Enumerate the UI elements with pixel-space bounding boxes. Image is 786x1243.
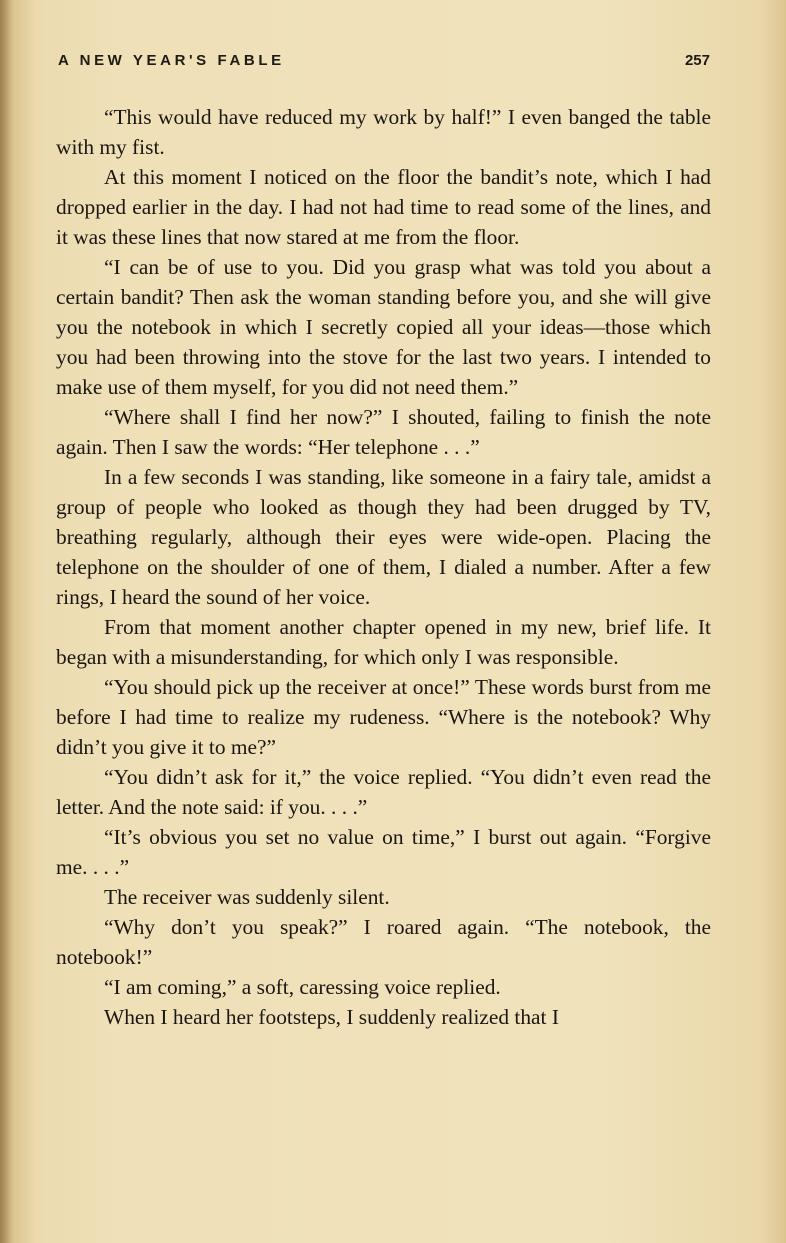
paragraph: “It’s obvious you set no value on time,” I burst out again. “Forgive me. . . .” (56, 825, 711, 879)
paragraph: From that moment another chapter opened in my new, brief life. It began with a misunderstanding, for which only I was responsible. (56, 615, 711, 669)
paragraph: “This would have reduced my work by half!” I even banged the table with my fist. (56, 105, 711, 159)
running-head: A NEW YEAR'S FABLE (58, 52, 285, 69)
page-number: 257 (684, 52, 710, 69)
paragraph: In a few seconds I was standing, like someone in a fairy tale, amidst a group of people who looked as though they had been drugged by TV, breathing regularly, although their eyes were wide-open. Placing the telephone on the shoulder of one of them, I dialed a number. After a few rings, I heard the sound of her voice. (56, 465, 711, 609)
page-header (58, 52, 710, 76)
paragraph: “I can be of use to you. Did you grasp what was told you about a certain bandit? Then ask the woman standing before you, and she will give you the notebook in which I secretly copied all your ideas—those which you had been throwing into the stove for the last two years. I intended to make use of them myself, for you did not need them.” (56, 255, 711, 399)
gutter-shadow (0, 0, 14, 1243)
paragraph: At this moment I noticed on the floor the bandit’s note, which I had dropped earlier in the day. I had not had time to read some of the lines, and it was these lines that now stared at me from the floor. (56, 165, 711, 249)
paragraph: “Where shall I find her now?” I shouted, failing to finish the note again. Then I saw the words: “Her telephone . . .” (56, 405, 711, 459)
paragraph: “Why don’t you speak?” I roared again. “The notebook, the notebook!” (56, 915, 711, 969)
paragraph: “You should pick up the receiver at once!” These words burst from me before I had time to realize my rudeness. “Where is the notebook? Why didn’t you give it to me?” (56, 675, 711, 759)
paragraph: When I heard her footsteps, I suddenly realized that I (104, 1005, 559, 1029)
paragraph: “I am coming,” a soft, caressing voice replied. (104, 975, 501, 999)
paragraph: “You didn’t ask for it,” the voice replied. “You didn’t even read the letter. And the note said: if you. . . .” (56, 765, 711, 819)
paragraph: The receiver was suddenly silent. (104, 885, 390, 909)
body-text (56, 102, 711, 1032)
